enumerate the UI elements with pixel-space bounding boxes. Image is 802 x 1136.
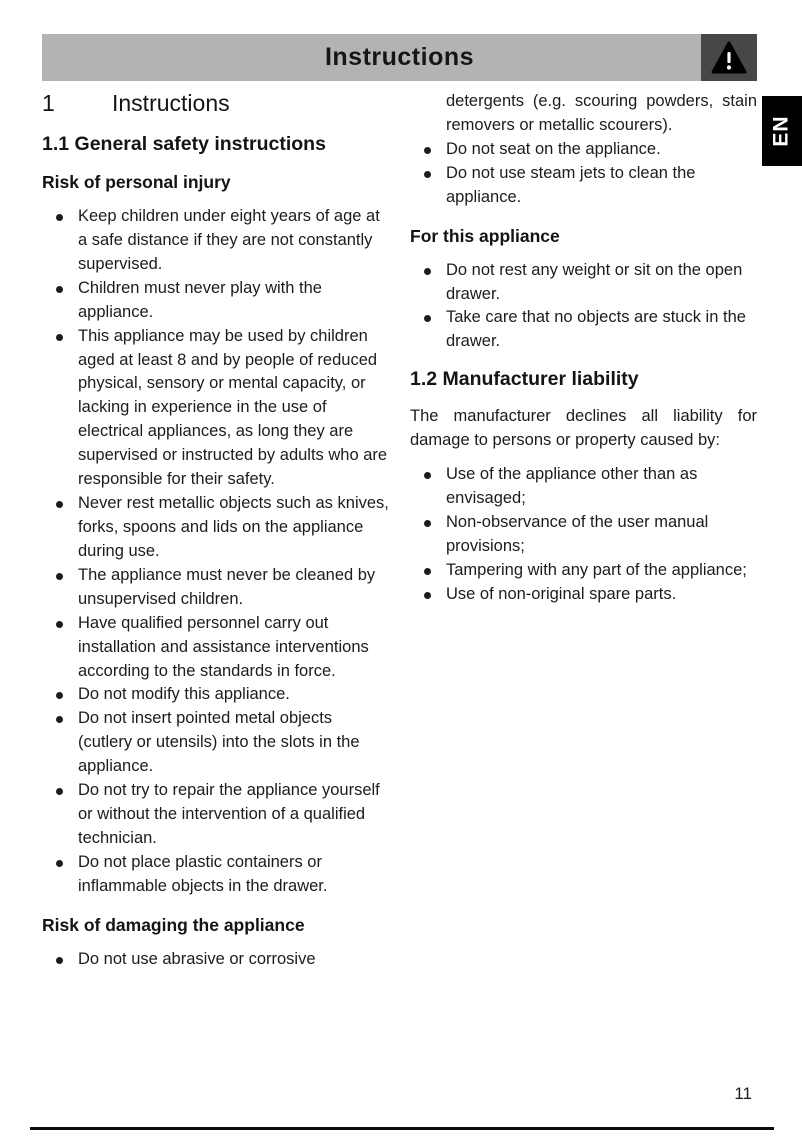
risk-damaging-heading: Risk of damaging the appliance [42,914,305,935]
list-item: The appliance must never be cleaned by unsupervised children. [42,564,390,612]
right-column [410,90,757,607]
warning-box [701,34,757,81]
language-tab-label: EN [770,115,793,147]
this-appliance-list [410,259,757,355]
page-number: 11 [734,1084,752,1103]
list-item: Do not insert pointed metal objects (cutlery or utensils) into the slots in the appliance. [42,707,390,779]
list-item: Do not seat on the appliance. [410,138,757,162]
risk-personal-injury-heading: Risk of personal injury [42,172,231,192]
subsection-heading-1-1: 1.1 General safety instructions [42,133,326,155]
manufacturer-liability-list [410,463,757,607]
list-item: Have qualified personnel carry out installation and assistance interventions according to the standards in force. [42,612,390,684]
list-item: Do not place plastic containers or inflammable objects in the drawer. [42,851,390,899]
language-tab [762,96,802,166]
list-item: Never rest metallic objects such as knives, forks, spoons and lids on the appliance during use. [42,492,390,564]
header-bar [42,34,757,81]
section-number: 1 [42,90,55,116]
damaging-list-start [42,948,390,972]
bullet-continuation-text: detergents (e.g. scouring powders, stain removers or metallic scourers). [446,92,757,134]
personal-injury-list [42,205,390,899]
list-item: Children must never play with the appliance. [42,277,390,325]
list-item: Use of non-original spare parts. [410,583,757,607]
list-item: Non-observance of the user manual provisions; [410,511,757,559]
list-item: This appliance may be used by children aged at least 8 and by people of reduced physical, sensory or mental capacity, or lacking in experience in the use of electrical appliances, as long they are supervised or instructed by adults who are responsible for their safety. [42,325,390,492]
bottom-rule [30,1127,774,1130]
list-item: Use of the appliance other than as envisaged; [410,463,757,511]
warning-triangle-icon [711,41,747,75]
damaging-list-continued [410,138,757,210]
list-item: Do not try to repair the appliance yourself or without the intervention of a qualified technician. [42,779,390,851]
list-item: Do not rest any weight or sit on the open drawer. [410,259,757,307]
section-heading [42,90,390,117]
manufacturer-liability-intro: The manufacturer declines all liability for damage to persons or property caused by: [410,407,757,450]
subsection-heading-1-2: 1.2 Manufacturer liability [410,368,639,391]
page-title: Instructions [324,43,475,71]
list-item: Take care that no objects are stuck in the drawer. [410,306,757,354]
section-title: Instructions [112,90,230,116]
list-item: Tampering with any part of the appliance; [410,559,757,583]
left-column [42,90,390,972]
list-item: Do not use steam jets to clean the appliance. [410,162,757,210]
list-item: Do not modify this appliance. [42,683,390,707]
list-item: Keep children under eight years of age at a safe distance if they are not constantly supervised. [42,205,390,277]
for-this-appliance-heading: For this appliance [410,225,560,246]
list-item: Do not use abrasive or corrosive [42,948,390,972]
